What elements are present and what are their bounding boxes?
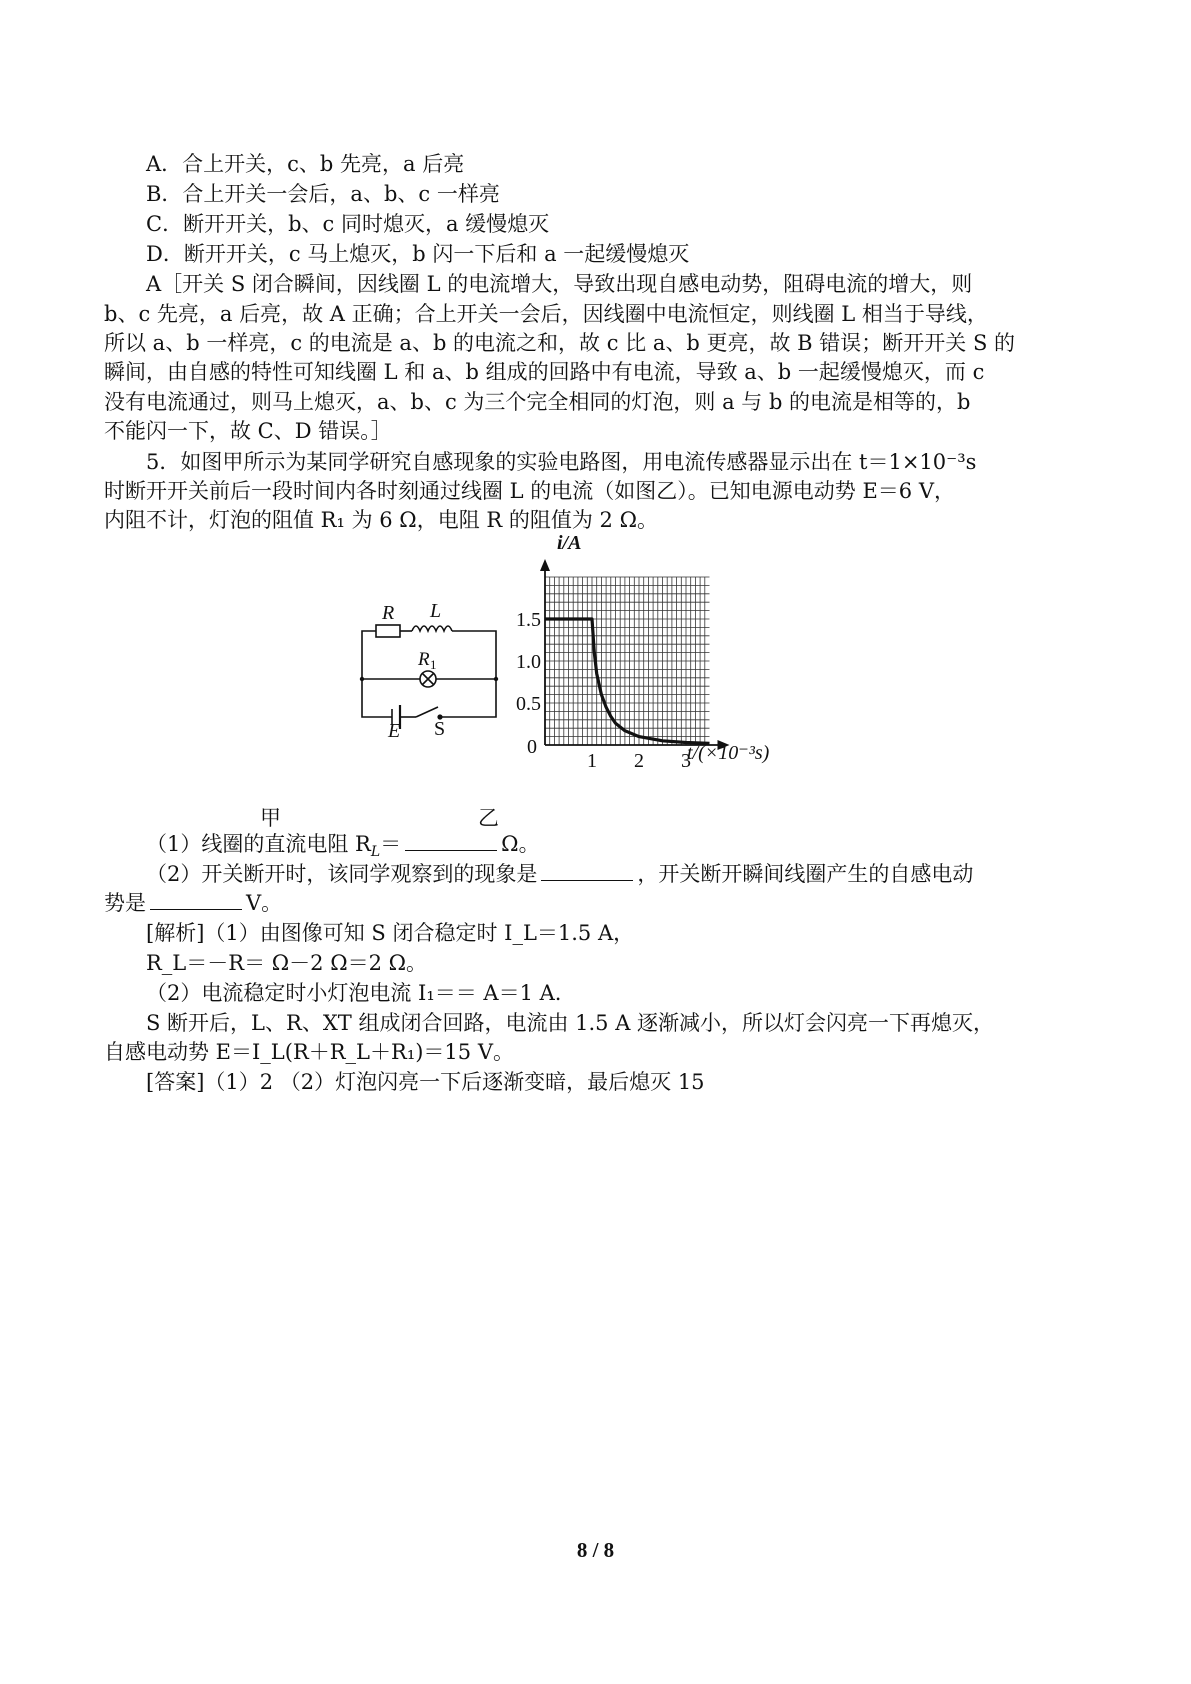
- analysis-line-2: R_L＝－R＝ Ω－2 Ω＝2 Ω。: [146, 951, 428, 975]
- lamp-label-sub: 1: [430, 657, 437, 672]
- subquestion-2-l2: 势是: [104, 891, 146, 915]
- chart-curve: [545, 619, 710, 743]
- y-axis-arrow: [540, 559, 550, 571]
- current-time-chart: [505, 533, 805, 783]
- subquestion-2-text-end: ，开关断开瞬间线圈产生的自感电动: [637, 862, 974, 886]
- question-5-line-2: 时断开开关前后一段时间内各时刻通过线圈 L 的电流（如图乙）。已知电源电动势 E＝6 V，: [104, 479, 955, 503]
- subquestion-1-text: （1）线圈的直流电阻 R: [146, 832, 371, 856]
- analysis-line-3: （2）电流稳定时小灯泡电流 I₁＝＝ A＝1 A.: [146, 981, 562, 1005]
- answer-blank-3[interactable]: [150, 889, 242, 910]
- answer-blank-1[interactable]: [405, 830, 497, 851]
- resistor-label: R: [382, 602, 395, 624]
- battery-label: E: [388, 720, 401, 742]
- subquestion-2-text: （2）开关断开时，该同学观察到的现象是: [146, 862, 538, 886]
- page-number: 8 / 8: [576, 1538, 615, 1562]
- prev-answer-line-4: 瞬间，由自感的特性可知线圈 L 和 a、b 组成的回路中有电流，导致 a、b 一起缓慢熄灭，而 c: [104, 360, 985, 384]
- subquestion-1-sub: L: [370, 844, 381, 861]
- subquestion-1-eq: ＝: [380, 832, 402, 856]
- x-tick-label: 2: [634, 750, 644, 772]
- chart-xlabel: t/(×10⁻³s): [687, 742, 770, 764]
- answer-line: [答案]（1）2 （2）灯泡闪亮一下后逐渐变暗，最后熄灭 15: [146, 1070, 705, 1094]
- prev-answer-line-3: 所以 a、b 一样亮，c 的电流是 a、b 的电流之和，故 c 比 a、b 更亮，故 B 错误；断开开关 S 的: [104, 331, 1016, 355]
- analysis-line-4: S 断开后，L、R、XT 组成闭合回路，电流由 1.5 A 逐渐减小，所以灯会闪亮一下再熄灭，: [146, 1011, 995, 1035]
- subquestion-1-unit: Ω。: [501, 832, 540, 856]
- caption-yi: 乙: [478, 806, 499, 830]
- x-tick-label: 3: [681, 750, 691, 772]
- prev-answer-line-1: A［开关 S 闭合瞬间，因线圈 L 的电流增大，导致出现自感电动势，阻碍电流的增大，则: [146, 272, 973, 296]
- prev-answer-line-2: b、c 先亮，a 后亮，故 A 正确；合上开关一会后，因线圈中电流恒定，则线圈 L 相当于导线，: [104, 302, 988, 326]
- chart-origin-label: 0: [527, 736, 537, 758]
- y-tick-label: 1.0: [516, 651, 541, 673]
- chart-ticks: [516, 609, 691, 772]
- current-curve: [545, 619, 710, 743]
- analysis-line-5: 自感电动势 E＝I_L(R＋R_L＋R₁)＝15 V。: [104, 1040, 514, 1064]
- option-a: A．合上开关，c、b 先亮，a 后亮: [146, 152, 465, 176]
- option-c: C．断开开关，b、c 同时熄灭，a 缓慢熄灭: [146, 212, 550, 236]
- switch-label: S: [434, 718, 446, 740]
- option-b: B．合上开关一会后，a、b、c 一样亮: [146, 182, 500, 206]
- prev-answer-line-6: 不能闪一下，故 C、D 错误。］: [104, 419, 392, 443]
- inductor-label: L: [430, 600, 442, 622]
- question-5-line-3: 内阻不计，灯泡的阻值 R₁ 为 6 Ω，电阻 R 的阻值为 2 Ω。: [104, 508, 658, 532]
- subquestion-2: [146, 860, 973, 888]
- option-d: D．断开开关，c 马上熄灭，b 闪一下后和 a 一起缓慢熄灭: [146, 242, 690, 266]
- lamp-label: R: [418, 649, 430, 670]
- chart-grid: [545, 577, 710, 745]
- circuit-diagram: [350, 595, 510, 755]
- y-tick-label: 0.5: [516, 693, 541, 715]
- chart-ylabel: i/A: [557, 533, 582, 554]
- prev-answer-line-5: 没有电流通过，则马上熄灭，a、b、c 为三个完全相同的灯泡，则 a 与 b 的电流是相等的，b: [104, 390, 971, 414]
- subquestion-2-unit: V。: [246, 891, 283, 915]
- x-tick-label: 1: [587, 750, 597, 772]
- caption-jia: 甲: [260, 806, 281, 830]
- answer-blank-2[interactable]: [541, 860, 633, 881]
- subquestion-2-cont: [104, 889, 282, 917]
- y-tick-label: 1.5: [516, 609, 541, 631]
- question-5-line-1: 5．如图甲所示为某同学研究自感现象的实验电路图，用电流传感器显示出在 t＝1×10⁻³s: [146, 450, 977, 474]
- analysis-line-1: [解析]（1）由图像可知 S 闭合稳定时 I_L＝1.5 A，: [146, 921, 635, 945]
